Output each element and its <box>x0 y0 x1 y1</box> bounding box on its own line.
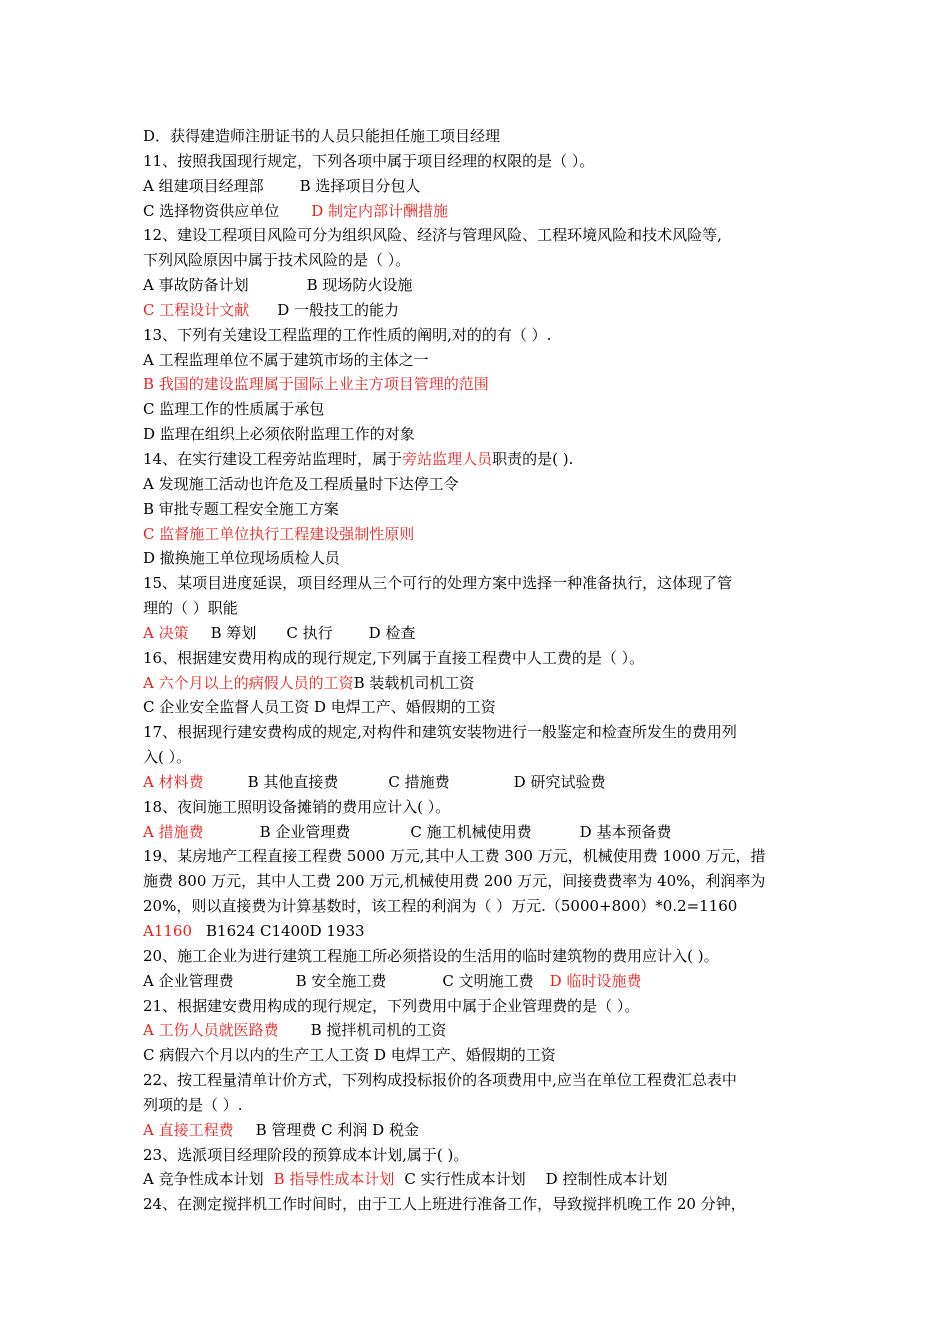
text-line <box>143 695 813 720</box>
question-text: B 其他直接费 <box>247 772 339 791</box>
answer-text: A 直接工程费 <box>143 1120 234 1139</box>
question-text: A 事故防备计划 <box>143 276 249 295</box>
question-text: B 管理费 C 利润 D 税金 <box>255 1120 419 1139</box>
text-line <box>143 646 813 671</box>
question-text: C 企业安全监督人员工资 D 电焊工产、婚假期的工资 <box>143 698 496 717</box>
question-text: 列项的是（ ）. <box>143 1095 243 1114</box>
question-text: C 病假六个月以内的生产工人工资 D 电焊工产、婚假期的工资 <box>143 1046 556 1065</box>
text-line <box>143 571 813 596</box>
question-text: 22、按工程量清单计价方式，下列构成投标报价的各项费用中,应当在单位工程费汇总表中 <box>143 1071 737 1090</box>
text-line <box>143 273 813 298</box>
question-text: D 研究试验费 <box>513 772 606 791</box>
question-text: A 组建项目经理部 <box>143 176 264 195</box>
text-line <box>143 596 813 621</box>
question-text: 17、根据现行建安费构成的规定,对构件和建筑安装物进行一般鉴定和检查所发生的费用列 <box>143 723 737 742</box>
text-line <box>143 124 813 149</box>
question-text: 入( ）。 <box>143 748 192 767</box>
question-text: B1624 C1400D 1933 <box>206 922 365 940</box>
text-line <box>143 199 813 224</box>
text-line <box>143 323 813 348</box>
question-text: B 筹划 <box>210 623 257 642</box>
text-line <box>143 397 813 422</box>
question-text: B 安全施工费 <box>295 971 387 990</box>
text-line <box>143 969 813 994</box>
question-text: B 装载机司机工资 <box>353 673 475 692</box>
question-text: D 基本预备费 <box>579 822 672 841</box>
question-text: C 执行 <box>286 623 333 642</box>
question-text: C 文明施工费 <box>442 971 534 990</box>
question-text: D 一般技工的能力 <box>277 300 400 319</box>
question-text: D 监理在组织上必须依附监理工作的对象 <box>143 425 415 444</box>
text-line <box>143 174 813 199</box>
question-text: A 发现施工活动也许危及工程质量时下达停工令 <box>143 474 459 493</box>
question-text: A 企业管理费 <box>143 971 234 990</box>
text-line <box>143 1043 813 1068</box>
text-line <box>143 720 813 745</box>
text-line <box>143 298 813 323</box>
answer-text: A 六个月以上的病假人员的工资 <box>143 673 354 692</box>
text-line <box>143 422 813 447</box>
text-line <box>143 795 813 820</box>
text-line <box>143 372 813 397</box>
question-text: 15、某项目进度延误，项目经理从三个可行的处理方案中选择一种准备执行，这体现了管 <box>143 574 733 593</box>
text-line <box>143 348 813 373</box>
question-text: A 工程监理单位不属于建筑市场的主体之一 <box>143 350 429 369</box>
question-text: 14、在实行建设工程旁站监理时，属于 <box>143 449 403 468</box>
question-text: A 竞争性成本计划 <box>143 1170 264 1189</box>
question-text: C 施工机械使用费 <box>410 822 532 841</box>
question-text: 职责的是( ). <box>492 449 574 468</box>
text-line <box>143 1143 813 1168</box>
question-text: 21、根据建安费用构成的现行规定，下列费用中属于企业管理费的是（ ）。 <box>143 996 640 1015</box>
text-line <box>143 869 813 894</box>
document-body <box>143 124 813 1217</box>
text-line <box>143 770 813 795</box>
question-text: 下列风险原因中属于技术风险的是（ ）。 <box>143 251 411 270</box>
text-line <box>143 546 813 571</box>
question-text: D 检查 <box>368 623 416 642</box>
question-text: 23、选派项目经理阶段的预算成本计划,属于( )。 <box>143 1145 469 1164</box>
question-text: 24、在测定搅拌机工作时间时，由于工人上班进行准备工作，导致搅拌机晚工作 20 分钟， <box>143 1195 746 1214</box>
text-line <box>143 919 813 944</box>
text-line <box>143 472 813 497</box>
question-text: 18、夜间施工照明设备摊销的费用应计入( ）。 <box>143 797 451 816</box>
text-line <box>143 497 813 522</box>
answer-text: B 我国的建设监理属于国际上业主方项目管理的范围 <box>143 375 489 394</box>
answer-text: A 工伤人员就医路费 <box>143 1021 279 1040</box>
question-text: 施费 800 万元，其中人工费 200 万元,机械使用费 200 万元，间接费费率为 40%，利润率为 <box>143 872 766 891</box>
question-text: 20%，则以直接费为计算基数时，该工程的利润为（ ）万元.（5000+800）*0.2=1160 <box>143 897 738 916</box>
question-text: 理的（ ）职能 <box>143 599 238 618</box>
question-text: C 监理工作的性质属于承包 <box>143 400 325 419</box>
text-line <box>143 994 813 1019</box>
question-text: 20、施工企业为进行建筑工程施工所必须搭设的生活用的临时建筑物的费用应计入( )。 <box>143 946 719 965</box>
text-line <box>143 522 813 547</box>
text-line <box>143 1093 813 1118</box>
answer-text: 旁站监理人员 <box>402 449 493 468</box>
question-text: C 实行性成本计划 <box>404 1170 526 1189</box>
text-line <box>143 944 813 969</box>
answer-text: D 临时设施费 <box>549 971 642 990</box>
text-line <box>143 1192 813 1217</box>
text-line <box>143 621 813 646</box>
text-line <box>143 844 813 869</box>
question-text: B 搅拌机司机的工资 <box>310 1021 447 1040</box>
text-line <box>143 1018 813 1043</box>
text-line <box>143 447 813 472</box>
text-line <box>143 223 813 248</box>
question-text: D 控制性成本计划 <box>545 1170 668 1189</box>
text-line <box>143 671 813 696</box>
answer-text: C 监督施工单位执行工程建设强制性原则 <box>143 524 415 543</box>
question-text: 19、某房地产工程直接工程费 5000 万元,其中人工费 300 万元，机械使用费 1000 万元，措 <box>143 847 766 866</box>
answer-text: B 指导性成本计划 <box>273 1170 395 1189</box>
question-text: B 审批专题工程安全施工方案 <box>143 499 339 518</box>
question-text: C 措施费 <box>388 772 450 791</box>
answer-text: D 制定内部计酬措施 <box>311 201 449 220</box>
text-line <box>143 1167 813 1192</box>
text-line <box>143 1118 813 1143</box>
question-text: 12、建设工程项目风险可分为组织风险、经济与管理风险、工程环境风险和技术风险等, <box>143 226 722 245</box>
text-line <box>143 1068 813 1093</box>
answer-text: A1160 <box>143 922 193 940</box>
text-line <box>143 820 813 845</box>
text-line <box>143 248 813 273</box>
question-text: D．获得建造师注册证书的人员只能担任施工项目经理 <box>143 127 501 145</box>
question-text: 11、按照我国现行规定，下列各项中属于项目经理的权限的是（ ）。 <box>143 151 595 170</box>
answer-text: A 决策 <box>143 623 189 642</box>
question-text: 13、下列有关建设工程监理的工作性质的阐明,对的的有（ ）. <box>143 325 552 344</box>
question-text: B 选择项目分包人 <box>299 176 421 195</box>
question-text: 16、根据建安费用构成的现行规定,下列属于直接工程费中人工费的是（ ）。 <box>143 648 645 667</box>
text-line <box>143 745 813 770</box>
answer-text: A 材料费 <box>143 772 204 791</box>
question-text: B 企业管理费 <box>259 822 351 841</box>
answer-text: C 工程设计文献 <box>143 300 250 319</box>
answer-text: A 措施费 <box>143 822 204 841</box>
question-text: D 撤换施工单位现场质检人员 <box>143 549 340 568</box>
text-line <box>143 149 813 174</box>
question-text: B 现场防火设施 <box>306 276 413 295</box>
text-line <box>143 894 813 919</box>
question-text: C 选择物资供应单位 <box>143 201 280 220</box>
